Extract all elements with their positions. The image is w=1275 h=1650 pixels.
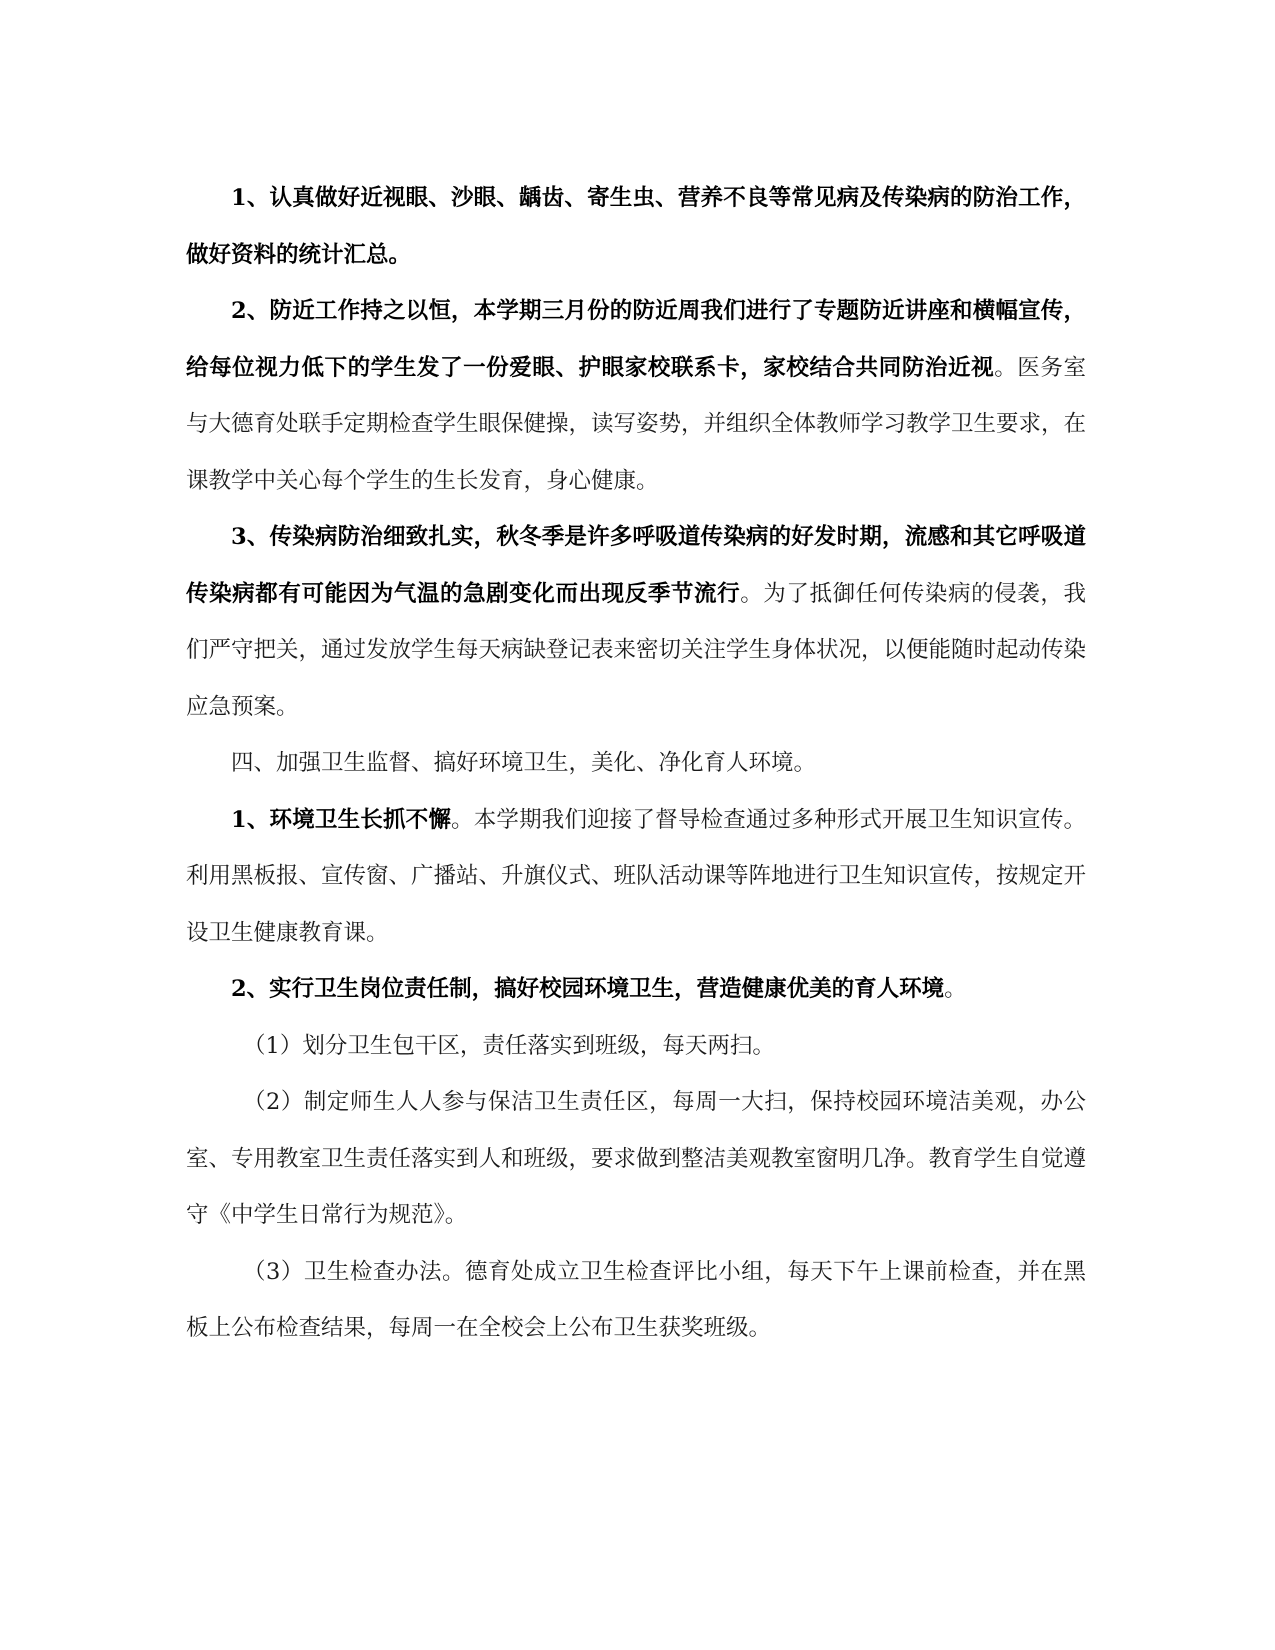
- paragraph-5: [186, 792, 1086, 962]
- paragraph-2-bold: 2、防近工作持之以恒，本学期三月份的防近周我们进行了专题防近讲座和横幅宣传，给每位视力低下的学生发了一份爱眼、护眼家校联系卡，家校结合共同防治近视: [186, 298, 1086, 381]
- paragraph-4-text: 四、加强卫生监督、搞好环境卫生，美化、净化育人环境。: [231, 750, 817, 776]
- paragraph-3-bold: 3、传染病防治细致扎实，秋冬季是许多呼吸道传染病的好发时期，流感和其它呼吸道传染病都有可能因为气温的急剧变化而出现反季节流行: [186, 524, 1086, 607]
- list-item-1: [186, 1018, 1086, 1075]
- paragraph-9-text: （3）卫生检查办法。德育处成立卫生检查评比小组，每天下午上课前检查，并在黑板上公布检查结果，每周一在全校会上公布卫生获奖班级。: [186, 1258, 1086, 1341]
- paragraph-2: [186, 283, 1086, 509]
- list-item-2: [186, 1074, 1086, 1244]
- paragraph-6-text: 。: [944, 976, 967, 1002]
- paragraph-8-text: （2）制定师生人人参与保洁卫生责任区，每周一大扫，保持校园环境洁美观，办公室、专用教室卫生责任落实到人和班级，要求做到整洁美观教室窗明几净。教育学生自觉遵守《中学生日常行为规范》。: [186, 1089, 1087, 1228]
- paragraph-3: [186, 509, 1086, 735]
- list-item-3: [186, 1244, 1086, 1357]
- paragraph-6: [186, 961, 1086, 1018]
- paragraph-3-text: 。为了抵御任何传染病的侵袭，我们严守把关，通过发放学生每天病缺登记表来密切关注学生身体状况，以便能随时起动传染应急预案。: [186, 580, 1087, 720]
- paragraph-6-bold: 2、实行卫生岗位责任制，搞好校园环境卫生，营造健康优美的育人环境: [231, 976, 945, 1002]
- paragraph-2-text: 。医务室与大德育处联手定期检查学生眼保健操，读写姿势，并组织全体教师学习教学卫生要求，在课教学中关心每个学生的生长发育，身心健康。: [186, 354, 1087, 494]
- paragraph-5-text: 。本学期我们迎接了督导检查通过多种形式开展卫生知识宣传。利用黑板报、宣传窗、广播站、升旗仪式、班队活动课等阵地进行卫生知识宣传，按规定开设卫生健康教育课。: [186, 806, 1087, 946]
- document-body: [186, 170, 1086, 1357]
- paragraph-7-text: （1）划分卫生包干区，责任落实到班级，每天两扫。: [243, 1032, 775, 1059]
- section-heading-4: [186, 735, 1086, 792]
- paragraph-1-bold: 1、认真做好近视眼、沙眼、龋齿、寄生虫、营养不良等常见病及传染病的防治工作，做好资料的统计汇总。: [186, 185, 1086, 268]
- paragraph-5-bold: 1、环境卫生长抓不懈: [231, 806, 452, 833]
- paragraph-1: [186, 170, 1086, 283]
